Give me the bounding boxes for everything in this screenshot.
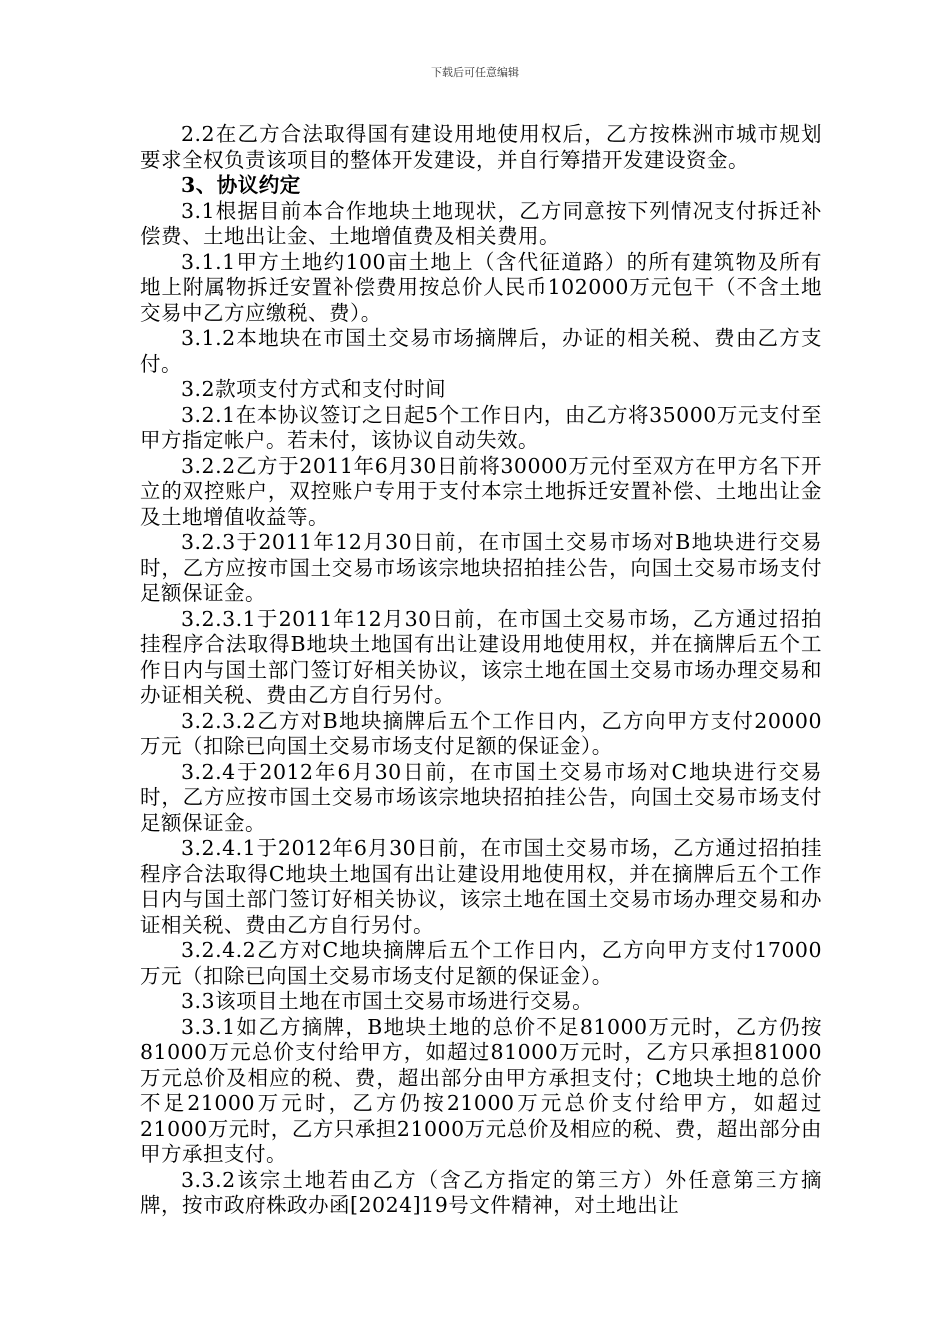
paragraph: 3.1.1甲方土地约100亩土地上（含代征道路）的所有建筑物及所有地上附属物拆迁安置补偿费用按总价人民币102000万元包干（不含土地交易中乙方应缴税、费）。: [140, 249, 822, 325]
paragraph: 3.1根据目前本合作地块土地现状，乙方同意按下列情况支付拆迁补偿费、土地出让金、土地增值费及相关费用。: [140, 198, 822, 248]
page-header: 下载后可任意编辑: [431, 66, 519, 79]
paragraph: 3.2.1在本协议签订之日起5个工作日内，由乙方将35000万元支付至甲方指定帐户。若未付，该协议自动失效。: [140, 402, 822, 452]
paragraph: 3.2.3.2乙方对B地块摘牌后五个工作日内，乙方向甲方支付20000万元（扣除已向国土交易市场支付足额的保证金）。: [140, 708, 822, 758]
section-heading: 3、协议约定: [181, 173, 301, 197]
paragraph: 3.2.4.2乙方对C地块摘牌后五个工作日内，乙方向甲方支付17000万元（扣除已向国土交易市场支付足额的保证金）。: [140, 938, 822, 988]
paragraph: 3.1.2本地块在市国土交易市场摘牌后，办证的相关税、费由乙方支付。: [140, 326, 822, 376]
document-body: [140, 122, 822, 1219]
paragraph: 3.2.3.1于2011年12月30日前，在市国土交易市场，乙方通过招拍挂程序合法取得B地块土地国有出让建设用地使用权，并在摘牌后五个工作日内与国土部门签订好相关协议，该宗土地在国土交易市场办理交易和办证相关税、费由乙方自行另付。: [140, 606, 822, 707]
paragraph: 3.3该项目土地在市国土交易市场进行交易。: [181, 989, 594, 1013]
paragraph: 3.2.2乙方于2011年6月30日前将30000万元付至双方在甲方名下开立的双控账户，双控账户专用于支付本宗土地拆迁安置补偿、土地出让金及土地增值收益等。: [140, 453, 822, 529]
paragraph: 2.2在乙方合法取得国有建设用地使用权后，乙方按株洲市城市规划要求全权负责该项目的整体开发建设，并自行筹措开发建设资金。: [140, 122, 822, 172]
paragraph: 3.3.1如乙方摘牌，B地块土地的总价不足81000万元时，乙方仍按81000万元总价支付给甲方，如超过81000万元时，乙方只承担81000万元总价及相应的税、费，超出部分由甲方承担支付；C地块土地的总价不足21000万元时，乙方仍按21000万元总价支付给甲方，如超过21000万元时，乙方只承担21000万元总价及相应的税、费，超出部分由甲方承担支付。: [140, 1014, 822, 1166]
paragraph: 3.2.3于2011年12月30日前，在市国土交易市场对B地块进行交易时，乙方应按市国土交易市场该宗地块招拍挂公告，向国土交易市场支付足额保证金。: [140, 530, 822, 605]
paragraph: 3.2.4于2012年6月30日前，在市国土交易市场对C地块进行交易时，乙方应按市国土交易市场该宗地块招拍挂公告，向国土交易市场支付足额保证金。: [140, 759, 822, 835]
paragraph: 3.3.2该宗土地若由乙方（含乙方指定的第三方）外任意第三方摘牌，按市政府株政办函[2024]19号文件精神，对土地出让: [140, 1167, 822, 1217]
paragraph: 3.2款项支付方式和支付时间: [181, 377, 447, 401]
paragraph: 3.2.4.1于2012年6月30日前，在市国土交易市场，乙方通过招拍挂程序合法取得C地块土地国有出让建设用地使用权，并在摘牌后五个工作日内与国土部门签订好相关协议，该宗土地在国土交易市场办理交易和办证相关税、费由乙方自行另付。: [140, 836, 822, 937]
